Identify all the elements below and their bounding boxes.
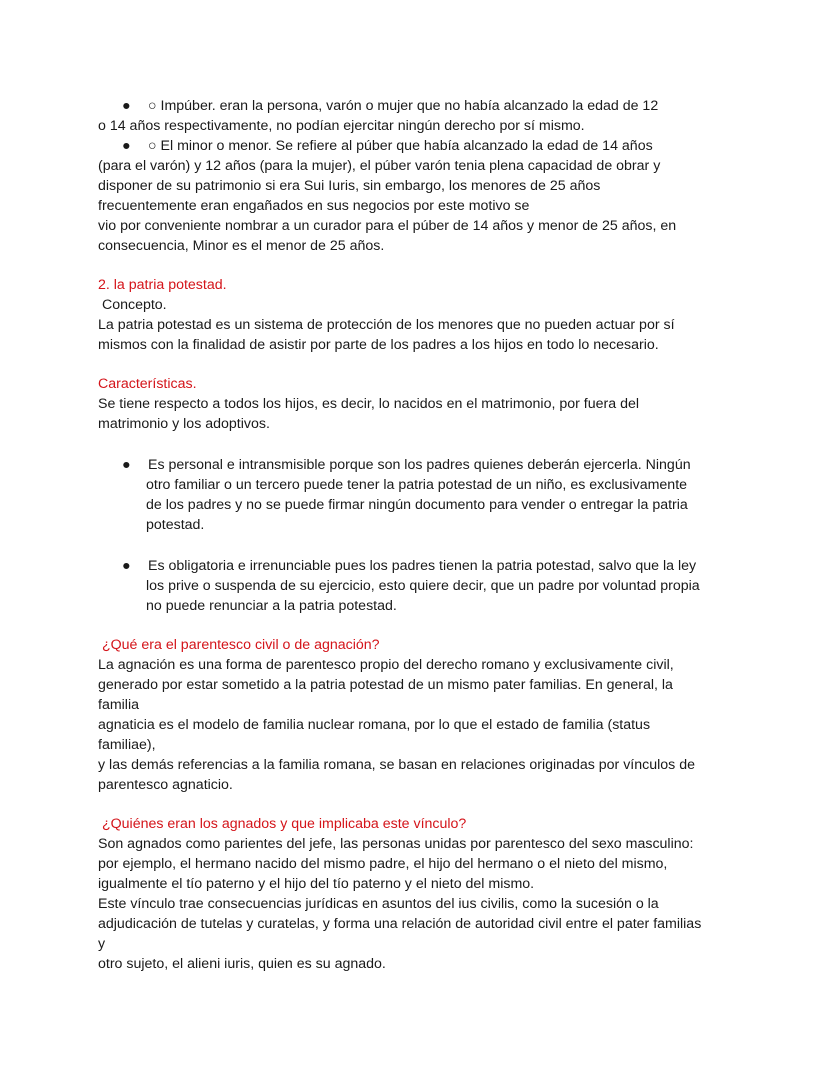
paragraph-line: adjudicación de tutelas y curatelas, y forma una relación de autoridad civil entre el pater familias [98, 916, 702, 932]
paragraph-line: parentesco agnaticio. [98, 777, 233, 793]
list-item: ● ○ Impúber. eran la persona, varón o mujer que no había alcanzado la edad de 12 [122, 98, 659, 114]
list-item: ● Es obligatoria e irrenunciable pues los padres tienen la patria potestad, salvo que la ley [122, 558, 697, 574]
paragraph-line: consecuencia, Minor es el menor de 25 años. [98, 238, 385, 254]
list-item-continuation: otro familiar o un tercero puede tener la patria potestad de un niño, es exclusivamente [146, 477, 688, 493]
paragraph-line: y las demás referencias a la familia romana, se basan en relaciones originadas por vínculos de [98, 757, 695, 773]
paragraph-line: (para el varón) y 12 años (para la mujer), el púber varón tenia plena capacidad de obrar y [98, 158, 661, 174]
paragraph-line: vio por conveniente nombrar a un curador para el púber de 14 años y menor de 25 años, en [98, 218, 677, 234]
paragraph-line: y [98, 936, 106, 952]
paragraph-line: matrimonio y los adoptivos. [98, 416, 270, 432]
bullet-icon: ● [122, 558, 131, 574]
bullet-icon: ● [122, 457, 131, 473]
section-heading: ¿Qué era el parentesco civil o de agnación? [101, 637, 380, 653]
list-item: ● Es personal e intransmisible porque son los padres quienes deberán ejercerla. Ningún [122, 457, 691, 473]
list-item-continuation: los prive o suspenda de su ejercicio, esto quiere decir, que un padre por voluntad propia [146, 578, 700, 594]
paragraph-line: La agnación es una forma de parentesco propio del derecho romano y exclusivamente civil, [98, 657, 674, 673]
bullet-icon: ● [122, 138, 131, 154]
characteristics-bullet-list [98, 455, 738, 616]
paragraph-line: Son agnados como parientes del jefe, las personas unidas por parentesco del sexo masculino: [98, 836, 694, 852]
minors-bullet-list [98, 96, 738, 256]
list-item-continuation: potestad. [146, 517, 205, 533]
paragraph-line: familiae), [98, 737, 156, 753]
section-heading: ¿Quiénes eran los agnados y que implicaba este vínculo? [101, 816, 467, 832]
paragraph-line: por ejemplo, el hermano nacido del mismo padre, el hijo del hermano o el nieto del mismo, [98, 856, 668, 872]
bullet-icon: ● [122, 98, 131, 114]
paragraph-line: La patria potestad es un sistema de protección de los menores que no pueden actuar por sí [98, 317, 675, 333]
paragraph-line: disponer de su patrimonio si era Sui Iuris, sin embargo, los menores de 25 años [98, 178, 601, 194]
list-item-continuation: de los padres y no se puede firmar ningún documento para vender o entregar la patria [146, 497, 688, 513]
paragraph-line: mismos con la finalidad de asistir por parte de los padres a los hijos en todo lo necesario. [98, 337, 659, 353]
paragraph-line: otro sujeto, el alieni iuris, quien es su agnado. [98, 956, 386, 972]
paragraph-line: frecuentemente eran engañados en sus negocios por este motivo se [98, 198, 530, 214]
list-item-continuation: no puede renunciar a la patria potestad. [146, 598, 397, 614]
document-page [98, 96, 738, 974]
concept-label: Concepto. [101, 297, 167, 313]
paragraph-line: igualmente el tío paterno y el hijo del tío paterno y el nieto del mismo. [98, 876, 535, 892]
paragraph-line: o 14 años respectivamente, no podían ejercitar ningún derecho por sí mismo. [98, 118, 585, 134]
section-heading: 2. la patria potestad. [98, 277, 227, 293]
paragraph-line: agnaticia es el modelo de familia nuclear romana, por lo que el estado de familia (status [98, 717, 651, 733]
paragraph-line: generado por estar sometido a la patria potestad de un mismo pater familias. En general, la [98, 677, 673, 693]
paragraph-line: Este vínculo trae consecuencias jurídicas en asuntos del ius civilis, como la sucesión o la [98, 896, 659, 912]
paragraph-line: familia [98, 697, 139, 713]
section-heading: Características. [98, 376, 197, 392]
paragraph-line: Se tiene respecto a todos los hijos, es decir, lo nacidos en el matrimonio, por fuera del [98, 396, 640, 412]
list-item: ● ○ El minor o menor. Se refiere al púber que había alcanzado la edad de 14 años [122, 138, 653, 154]
